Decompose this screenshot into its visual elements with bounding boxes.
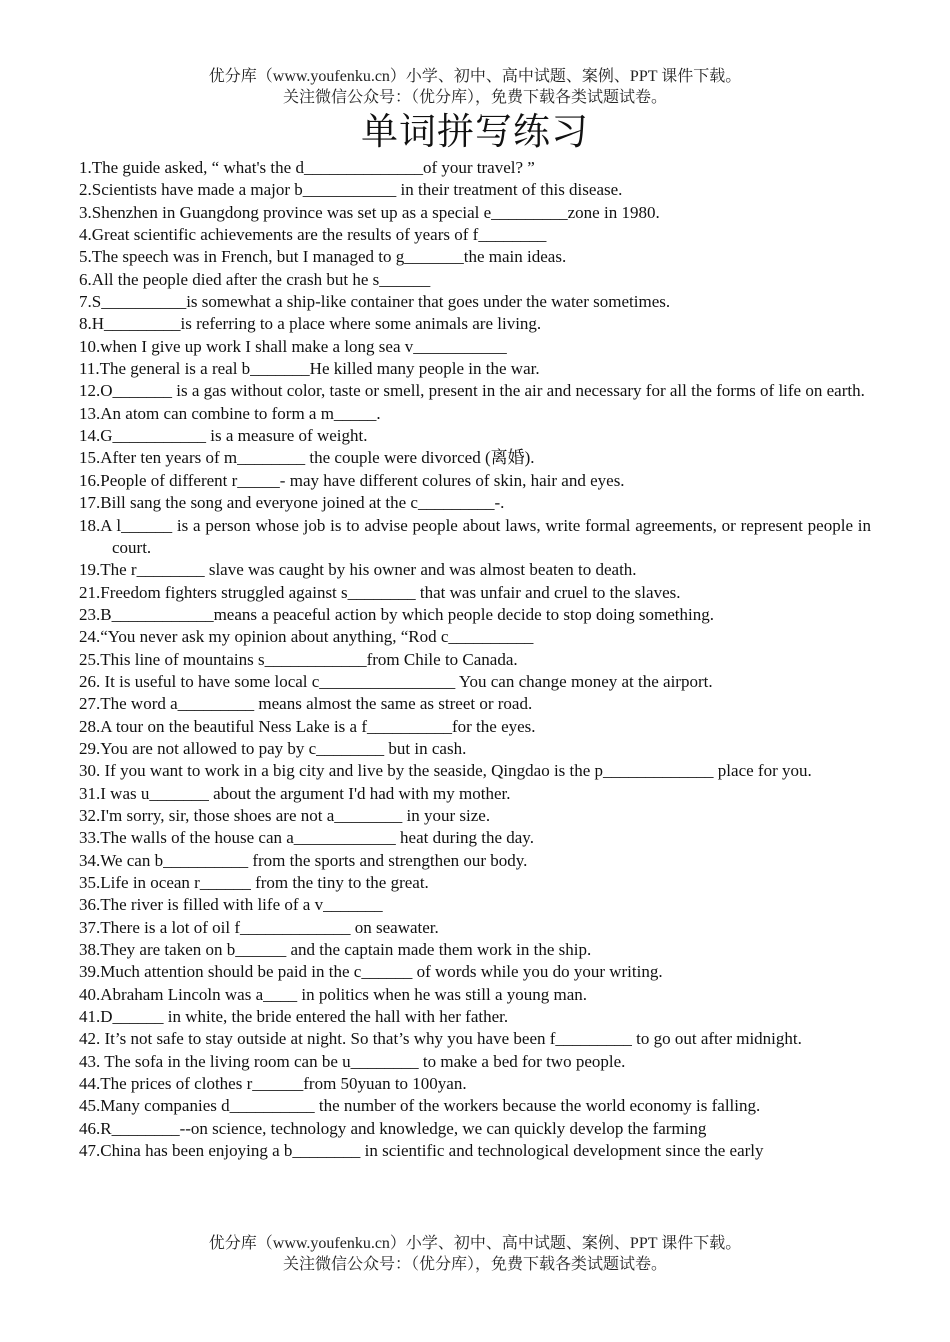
exercise-item: 30. If you want to work in a big city and live by the seaside, Qingdao is the p_____________ place for you. — [79, 761, 812, 781]
exercise-item: 38.They are taken on b______ and the captain made them work in the ship. — [79, 940, 592, 960]
header-line-2: 关注微信公众号：（优分库），免费下载各类试题试卷。 — [282, 89, 667, 106]
exercise-item: 10.when I give up work I shall make a long sea v___________ — [79, 336, 507, 356]
exercise-item: 42. It’s not safe to stay outside at night. So that’s why you have been f_________ to go out after midnight. — [79, 1029, 802, 1049]
page-title: 单词拼写练习 — [361, 110, 589, 153]
page-header — [0, 66, 950, 108]
exercise-item: 1.The guide asked, “ what's the d______________of your travel? ” — [79, 158, 535, 177]
exercise-item: 13.An atom can combine to form a m_____. — [79, 403, 381, 423]
exercise-item: 14.G___________ is a measure of weight. — [79, 426, 368, 446]
exercise-item: 34.We can b__________ from the sports and strengthen our body. — [79, 850, 528, 870]
exercise-item: 19.The r________ slave was caught by his owner and was almost beaten to death. — [79, 560, 637, 580]
exercise-item: 16.People of different r_____- may have different colures of skin, hair and eyes. — [79, 470, 625, 490]
exercise-item: 32.I'm sorry, sir, those shoes are not a________ in your size. — [79, 805, 491, 825]
exercise-item: 25.This line of mountains s____________from Chile to Canada. — [79, 649, 518, 669]
exercise-item: 6.All the people died after the crash but he s______ — [79, 269, 431, 289]
page-footer — [0, 1233, 950, 1275]
exercise-item: 36.The river is filled with life of a v_______ — [79, 895, 383, 915]
exercise-item: 17.Bill sang the song and everyone joined at the c_________-. — [79, 493, 505, 513]
exercise-item: 33.The walls of the house can a____________ heat during the day. — [79, 828, 534, 848]
exercise-item: 29.You are not allowed to pay by c________ but in cash. — [79, 738, 467, 758]
exercise-item: 8.H_________is referring to a place where some animals are living. — [79, 314, 542, 334]
exercise-item: 3.Shenzhen in Guangdong province was set up as a special e_________zone in 1980. — [79, 202, 660, 222]
exercise-item: 4.Great scientific achievements are the results of years of f________ — [79, 225, 547, 245]
exercise-item: 46.R________--on science, technology and knowledge, we can quickly develop the farming — [79, 1118, 707, 1138]
exercise-item: 5.The speech was in French, but I managed to g_______the main ideas. — [79, 247, 567, 267]
exercise-item: 21.Freedom fighters struggled against s________ that was unfair and cruel to the slaves. — [79, 582, 681, 602]
exercise-item: 27.The word a_________ means almost the same as street or road. — [79, 694, 533, 714]
exercise-item: 37.There is a lot of oil f_____________ on seawater. — [79, 917, 439, 937]
exercise-item: 23.B____________means a peaceful action by which people decide to stop doing something. — [79, 604, 715, 624]
exercise-item: 35.Life in ocean r______ from the tiny to the great. — [79, 873, 429, 892]
exercise-item: 47.China has been enjoying a b________ in scientific and technological development since the early — [79, 1141, 764, 1161]
exercise-item: 26. It is useful to have some local c________________ You can change money at the airport. — [79, 671, 713, 691]
exercise-item: 31.I was u_______ about the argument I'd had with my mother. — [79, 783, 511, 803]
exercise-item: 41.D______ in white, the bride entered the hall with her father. — [79, 1007, 509, 1027]
footer-line-1: 优分库（www.youfenku.cn）小学、初中、高中试题、案例、PPT 课件下载。 — [208, 1235, 742, 1252]
exercise-item: 39.Much attention should be paid in the c______ of words while you do your writing. — [79, 962, 663, 982]
exercise-item: 28.A tour on the beautiful Ness Lake is a f__________for the eyes. — [79, 716, 536, 736]
footer-line-2: 关注微信公众号：（优分库），免费下载各类试题试卷。 — [282, 1256, 667, 1273]
exercise-item: 40.Abraham Lincoln was a____ in politics when he was still a young man. — [79, 984, 588, 1004]
exercise-item: 15.After ten years of m________ the couple were divorced (离婚). — [79, 448, 535, 468]
exercise-item: 44.The prices of clothes r______from 50yuan to 100yan. — [79, 1074, 467, 1094]
exercise-item: 43. The sofa in the living room can be u________ to make a bed for two people. — [79, 1051, 626, 1071]
exercise-item: 18.A l______ is a person whose job is to advise people about laws, write formal agreements, or represent people in court. — [79, 515, 871, 557]
exercise-item: 45.Many companies d__________ the number of the workers because the world economy is falling. — [79, 1096, 761, 1116]
header-line-1: 优分库（www.youfenku.cn）小学、初中、高中试题、案例、PPT 课件下载。 — [208, 68, 742, 85]
exercise-list — [79, 157, 871, 1162]
exercise-item: 12.O_______ is a gas without color, taste or smell, present in the air and necessary for all the forms of life on earth. — [79, 381, 865, 401]
exercise-item: 24.“You never ask my opinion about anything, “Rod c__________ — [79, 627, 534, 647]
exercise-item: 11.The general is a real b_______He killed many people in the war. — [79, 359, 540, 379]
exercise-item: 2.Scientists have made a major b___________ in their treatment of this disease. — [79, 180, 623, 200]
exercise-item: 7.S__________is somewhat a ship-like container that goes under the water sometimes. — [79, 292, 671, 312]
